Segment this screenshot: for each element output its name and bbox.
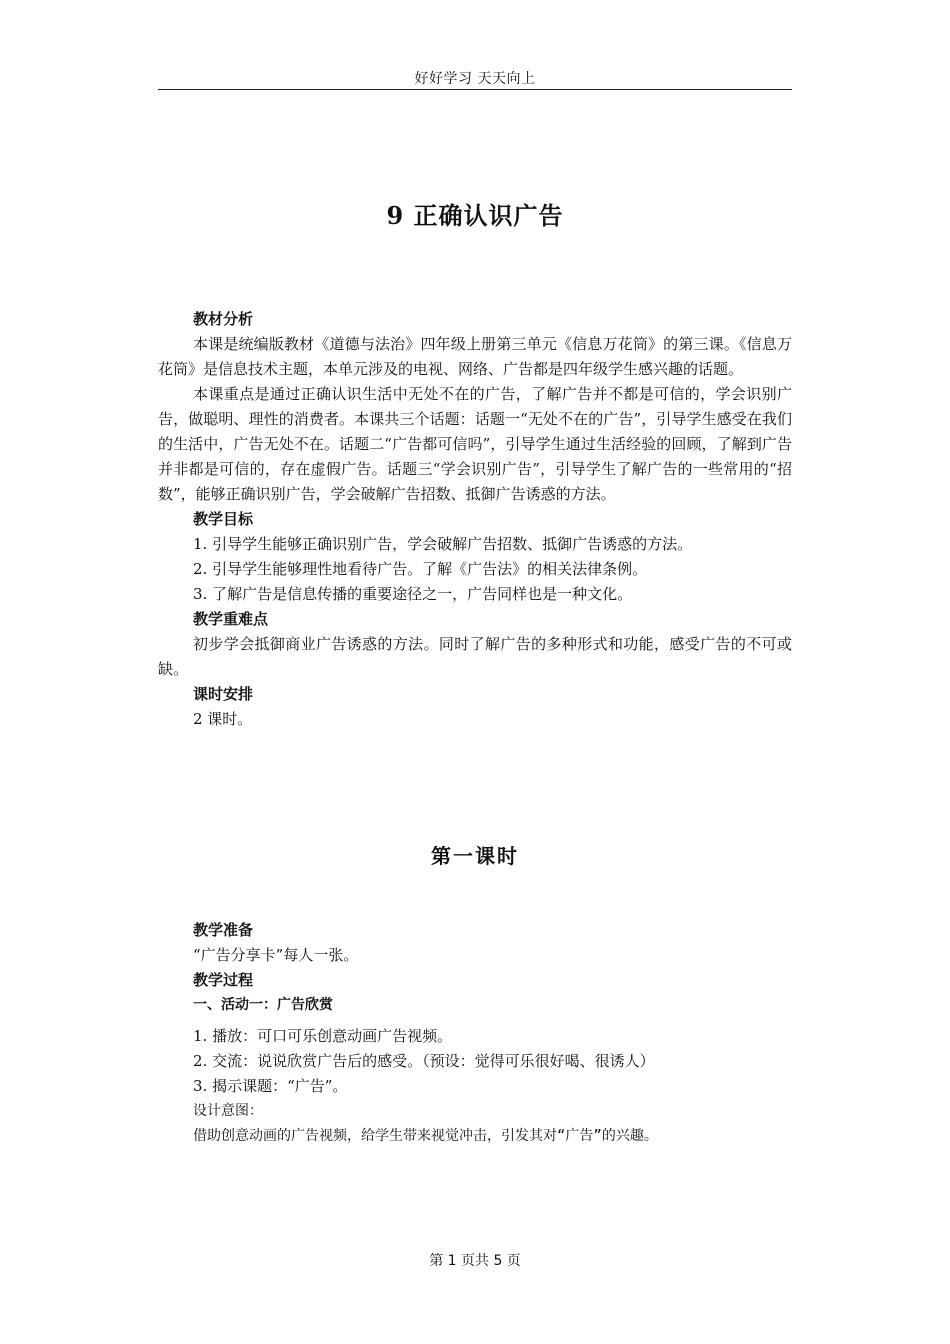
lesson-title: 第一课时 — [431, 844, 519, 868]
design-intent-label: 设计意图： — [193, 1103, 263, 1119]
section-heading-schedule: 课时安排 — [193, 685, 254, 703]
section-heading-analysis: 教材分析 — [193, 310, 254, 328]
preparation-text: “广告分享卡”每人一张。 — [193, 946, 359, 964]
design-intent-text: 借助创意动画的广告视频，给学生带来视觉冲击，引发其对“广告”的兴趣。 — [193, 1128, 658, 1144]
activity-heading: 一、活动一：广告欣赏 — [193, 997, 333, 1013]
process-step: 1. 播放：可口可乐创意动画广告视频。 — [193, 1027, 453, 1045]
lesson-body — [158, 918, 792, 1149]
section-heading-goals: 教学目标 — [193, 510, 254, 528]
main-body — [158, 307, 792, 732]
analysis-paragraph-1: 本课是统编版教材《道德与法治》四年级上册第三单元《信息万花筒》的第三课。《信息万花筒》是信息技术主题，本单元涉及的电视、网络、广告都是四年级学生感兴趣的话题。 — [158, 335, 792, 378]
section-heading-process: 教学过程 — [193, 971, 254, 989]
section-heading-key-points: 教学重难点 — [193, 610, 269, 628]
goal-item: 1. 引导学生能够正确识别广告，学会破解广告招数、抵御广告诱惑的方法。 — [193, 535, 693, 553]
key-points-text: 初步学会抵御商业广告诱惑的方法。同时了解广告的多种形式和功能，感受广告的不可或缺。 — [158, 635, 792, 678]
page-footer: 第 1 页共 5 页 — [429, 1253, 521, 1269]
analysis-paragraph-2: 本课重点是通过正确认识生活中无处不在的广告，了解广告并不都是可信的，学会识别广告，做聪明、理性的消费者。本课共三个话题：话题一“无处不在的广告”，引导学生感受在我们的生活中，广告无处不在。话题二“广告都可信吗”，引导学生通过生活经验的回顾，了解到广告并非都是可信的，存在虚假广告。话题三“学会识别广告”，引导学生了解广告的一些常用的“招数”，能够正确识别广告，学会破解广告招数、抵御广告诱惑的方法。 — [158, 385, 792, 503]
header-divider — [158, 89, 792, 90]
goal-item: 2. 引导学生能够理性地看待广告。了解《广告法》的相关法律条例。 — [193, 560, 648, 578]
schedule-text: 2 课时。 — [193, 710, 253, 728]
section-heading-preparation: 教学准备 — [193, 921, 254, 939]
page-header: 好好学习 天天向上 — [414, 71, 536, 87]
document-title: 9 正确认识广告 — [386, 201, 564, 230]
goal-item: 3. 了解广告是信息传播的重要途径之一，广告同样也是一种文化。 — [193, 585, 633, 603]
process-step: 2. 交流：说说欣赏广告后的感受。（预设：觉得可乐很好喝、很诱人） — [193, 1052, 655, 1070]
process-step: 3. 揭示课题：“广告”。 — [193, 1077, 348, 1095]
